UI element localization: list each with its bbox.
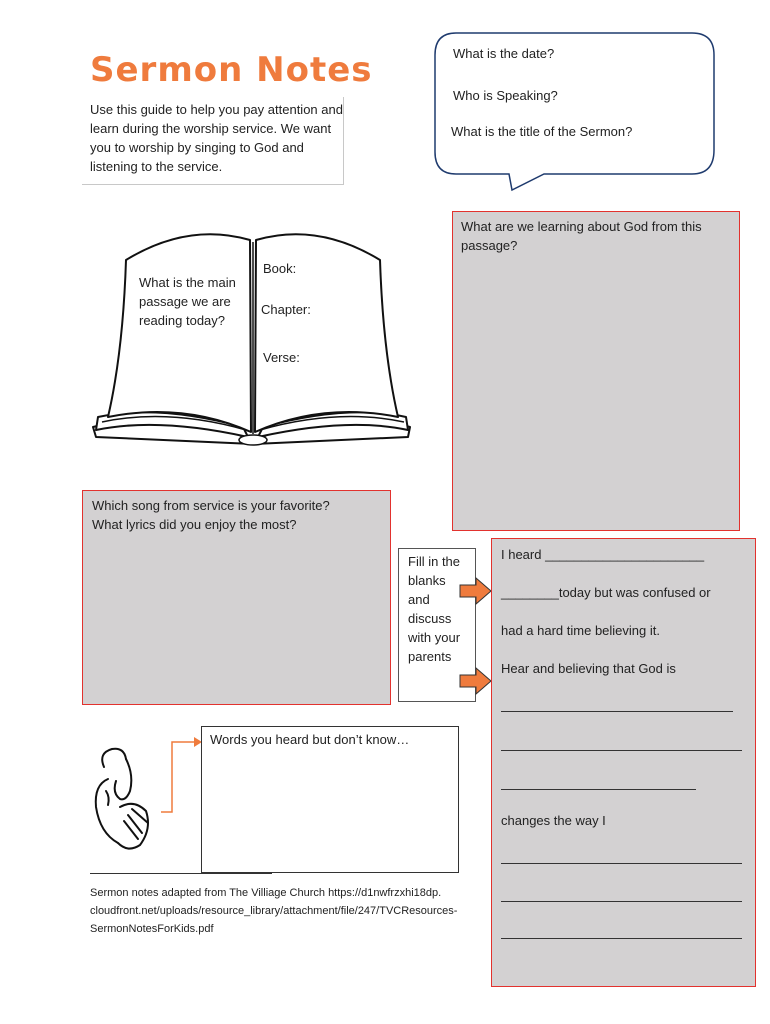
ear-listening-icon bbox=[90, 745, 158, 855]
learning-prompt: What are we learning about God from this passage? bbox=[461, 219, 702, 253]
credit-text bbox=[90, 884, 500, 938]
book-illustration bbox=[88, 212, 418, 457]
blank-line[interactable] bbox=[501, 863, 742, 864]
believing-line: had a hard time believing it. bbox=[501, 623, 660, 638]
blank-line[interactable] bbox=[501, 711, 733, 712]
speaker-question: Who is Speaking? bbox=[453, 88, 558, 103]
fill-in-box[interactable] bbox=[491, 538, 756, 987]
blank-line[interactable] bbox=[501, 938, 742, 939]
song-box[interactable] bbox=[82, 490, 391, 705]
unknown-words-box[interactable] bbox=[201, 726, 459, 873]
confused-line: ________today but was confused or bbox=[501, 585, 711, 600]
song-question: Which song from service is your favorite? bbox=[92, 498, 330, 513]
credit-line: Sermon notes adapted from The Villiage Church https://d1nwfrzxhi18dp. bbox=[90, 887, 442, 899]
divider bbox=[90, 873, 272, 874]
credit-line: cloudfront.net/uploads/resource_library/attachment/file/247/TVCResources- bbox=[90, 905, 458, 917]
book-label: Book: bbox=[263, 261, 297, 276]
heard-line: I heard ______________________ bbox=[501, 547, 705, 562]
sermon-title-question: What is the title of the Sermon? bbox=[451, 124, 633, 139]
verse-label: Verse: bbox=[263, 350, 300, 365]
connector-arrow bbox=[160, 734, 204, 814]
intro-text: Use this guide to help you pay attention and learn during the worship service. We want you to worship by singing to God and listening to the service. bbox=[82, 97, 344, 185]
chapter-label: Chapter: bbox=[261, 302, 311, 317]
credit-line: SermonNotesForKids.pdf bbox=[90, 923, 214, 935]
lyrics-question: What lyrics did you enjoy the most? bbox=[92, 517, 297, 532]
arrow-right-icon bbox=[459, 667, 493, 697]
blank-line[interactable] bbox=[501, 750, 742, 751]
unknown-words-prompt: Words you heard but don’t know… bbox=[210, 732, 410, 747]
arrow-right-icon bbox=[459, 577, 493, 607]
passage-question: What is the main passage we are reading today? bbox=[139, 275, 236, 328]
blank-line[interactable] bbox=[501, 901, 742, 902]
fill-instructions-text: Fill in the blanks and discuss with your parents bbox=[408, 554, 461, 664]
blank-line[interactable] bbox=[501, 789, 696, 790]
date-question: What is the date? bbox=[453, 46, 555, 61]
learning-box[interactable] bbox=[452, 211, 740, 531]
page-title: Sermon Notes bbox=[90, 50, 373, 90]
god-is-line: Hear and believing that God is bbox=[501, 661, 676, 676]
changes-line: changes the way I bbox=[501, 813, 606, 828]
